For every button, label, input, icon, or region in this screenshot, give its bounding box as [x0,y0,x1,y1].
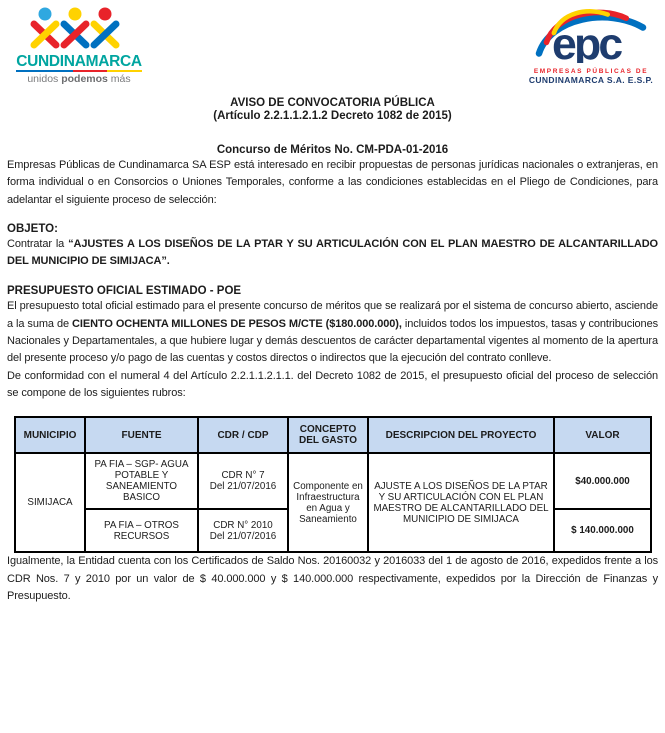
table-header-row [15,417,651,453]
cundinamarca-tagline: unidos podemos más [27,73,131,85]
notice-title: AVISO DE CONVOCATORIA PÚBLICA [230,97,435,109]
cell-descripcion: AJUSTE A LOS DISEÑOS DE LA PTAR Y SU ARTICULACIÓN CON EL PLAN MAESTRO DE ALCANTARILLADO DEL MUNICIPIO DE SIMIJACA [368,453,554,552]
epc-logo [526,5,656,85]
col-header-concepto: CONCEPTO DEL GASTO [288,417,368,453]
poe-paragraph: El presupuesto total oficial estimado para el presente concurso de méritos que se realizará por el sistema de concurso abierto, asciende a la suma de CIENTO OCHENTA MILLONES DE PESOS M/CTE ($180.000.000), incluidos todos los impuestos, tasas y contribuciones Nacionales y Departamentales, a que hubiere lugar y demás descuentos de carácter departamental vigentes al momento de la apertura del presente proceso y/o pago de las cuentas y costos directos o indirectos que la ejecución del contrato conlleve. [7,300,658,365]
objeto-heading: OBJETO: [7,222,58,235]
process-number: Concurso de Méritos No. CM-PDA-01-2016 [216,144,449,156]
cell-fuente-1: PA FIA – SGP- AGUA POTABLE Y SANEAMIENTO BASICO [85,453,198,509]
cell-valor-2: $ 140.000.000 [554,509,651,552]
col-header-descripcion: DESCRIPCION DEL PROYECTO [368,417,554,453]
cundinamarca-wordmark: CUNDINAMARCA [16,53,142,70]
cundinamarca-logo [9,5,149,85]
cell-cdr-1: CDR N° 7 Del 21/07/2016 [198,453,288,509]
cell-concepto: Componente en Infraestructura en Agua y Saneamiento [288,453,368,552]
notice-subtitle: (Artículo 2.2.1.1.2.1.2 Decreto 1082 de 2015) [213,110,452,122]
objeto-prefix: Contratar la [7,237,69,250]
epc-caption-line2: CUNDINAMARCA S.A. E.S.P. [528,75,654,85]
cundinamarca-tricolor-rule [16,70,142,72]
col-header-valor: VALOR [554,417,651,453]
objeto-paragraph [7,236,658,271]
cundinamarca-people-icon [27,5,131,49]
cell-municipio: SIMIJACA [15,453,85,552]
conformidad-paragraph: De conformidad con el numeral 4 del Artículo 2.2.1.1.2.1.1. del Decreto 1082 de 2015, el presupuesto oficial del proceso de selección se compone de los siguientes rubros: [7,369,658,399]
col-header-cdr: CDR / CDP [198,417,288,453]
poe-amount-bold: CIENTO OCHENTA MILLONES DE PESOS M/CTE ($180.000.000), [72,317,402,330]
cell-cdr-2: CDR N° 2010 Del 21/07/2016 [198,509,288,552]
intro-paragraph: Empresas Públicas de Cundinamarca SA ESP está interesado en recibir propuestas de personas jurídicas nacionales o extranjeras, en forma individual o en Consorcios o Uniones Temporales, conforme a las condiciones establecidas en el Pliego de Condiciones, para adelantar el siguiente proceso de selección: [7,159,658,206]
col-header-fuente: FUENTE [85,417,198,453]
title-block [7,97,658,123]
cell-valor-1: $40.000.000 [554,453,651,509]
col-header-municipio: MUNICIPIO [15,417,85,453]
poe-heading: PRESUPUESTO OFICIAL ESTIMADO - POE [7,285,242,298]
epc-swoosh-icon [526,5,656,63]
cell-fuente-2: PA FIA – OTROS RECURSOS [85,509,198,552]
epc-caption-line1: EMPRESAS PÚBLICAS DE [533,68,649,75]
logo-row [7,5,658,85]
objeto-bold-text: “AJUSTES A LOS DISEÑOS DE LA PTAR Y SU ARTICULACIÓN CON EL PLAN MAESTRO DE ALCANTARILLADO DEL MUNICIPIO DE SIMIJACA”. [7,237,658,268]
epc-acronym-text: epc [552,20,621,63]
table-row [15,453,651,509]
closing-paragraph: Igualmente, la Entidad cuenta con los Certificados de Saldo Nos. 20160032 y 2016033 del 1 de agosto de 2016, expedidos frente a los CDR Nos. 7 y 2010 por un valor de $ 40.000.000 y $ 140.000.000 respectivamente, expedidos por la Dirección de Finanzas y Presupuesto. [7,555,658,602]
rubros-table [14,416,652,553]
